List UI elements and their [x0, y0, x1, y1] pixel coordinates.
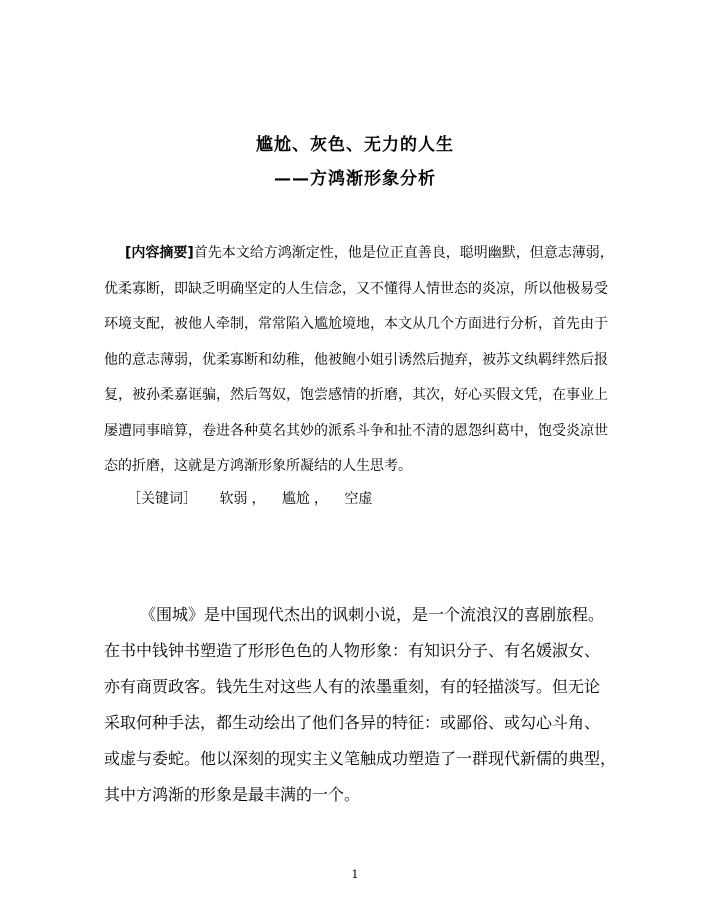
body-line: 《围城》是中国现代杰出的讽刺小说，是一个流浪汉的喜剧旅程。	[140, 605, 605, 624]
keyword: 空虚	[344, 491, 373, 507]
body-line: 亦有商贾政客。钱先生对这些人有的浓墨重刻，有的轻描淡写。但无论	[104, 677, 601, 696]
abstract-line: 他的意志薄弱，优柔寡断和幼稚，他被鲍小姐引诱然后抛弃，被苏文纨羁绊然后报	[104, 351, 608, 368]
abstract-line	[104, 236, 614, 272]
keyword-separator: ，	[313, 491, 328, 507]
keyword-separator: ，	[251, 491, 266, 507]
page-subtitle: ——方鸿渐形象分析	[274, 169, 436, 189]
body-line: 其中方鸿渐的形象是最丰满的一个。	[104, 785, 361, 804]
page-title: 尴尬、灰色、无力的人生	[256, 135, 454, 155]
abstract-section	[104, 236, 614, 485]
body-line: 采取何种手法，都生动绘出了他们各异的特征：或鄙俗、或勾心斗角、	[104, 713, 601, 732]
body-line: 或虚与委蛇。他以深刻的现实主义笔触成功塑造了一群现代新儒的典型，	[104, 749, 617, 768]
abstract-line: 优柔寡断，即缺乏明确坚定的人生信念，又不懂得人情世态的炎凉，所以他极易受	[104, 280, 608, 297]
keywords-line	[127, 487, 372, 511]
keyword: 软弱	[219, 491, 248, 507]
abstract-text: 首先本文给方鸿渐定性，他是位正直善良，聪明幽默，但意志薄弱，	[193, 245, 614, 261]
abstract-line: 环境支配，被他人牵制，常常陷入尴尬境地，本文从几个方面进行分析，首先由于	[104, 316, 608, 332]
keywords-label: ［关键词］	[127, 491, 197, 507]
body-line: 在书中钱钟书塑造了形形色色的人物形象：有知识分子、有名媛淑女、	[104, 641, 601, 660]
keyword: 尴尬	[281, 491, 310, 507]
abstract-line: 态的折磨，这就是方鸿渐形象所凝结的人生思考。	[104, 458, 412, 474]
abstract-line: 复，被孙柔嘉诓骗，然后驾奴，饱尝感情的折磨，其次，好心买假文凭，在事业上	[104, 387, 608, 403]
page-number: 1	[351, 868, 359, 881]
abstract-line: 屡遭同事暗算，卷进各种莫名其妙的派系斗争和扯不清的恩怨纠葛中，饱受炎凉世	[104, 422, 608, 439]
abstract-label: [内容摘要]	[125, 245, 194, 261]
body-paragraph	[104, 597, 617, 813]
